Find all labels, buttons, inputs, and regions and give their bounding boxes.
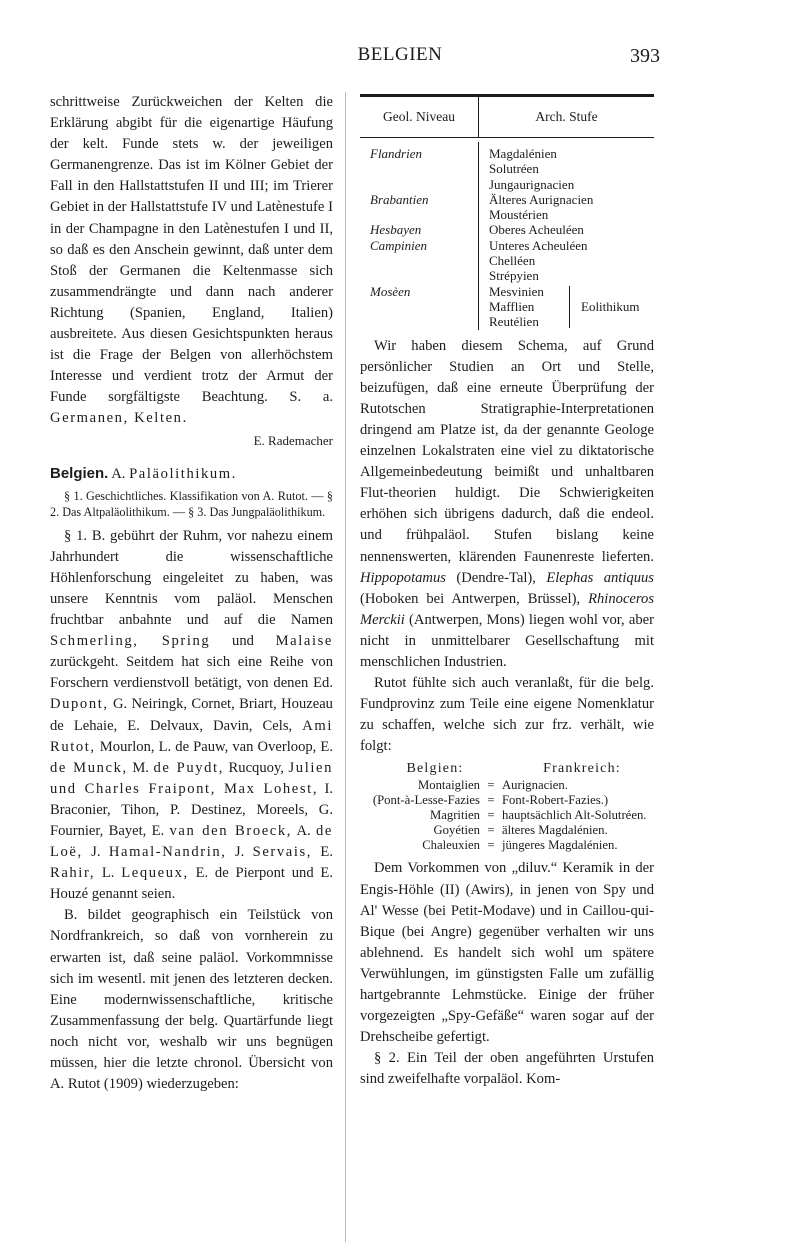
nomenclature-header: Belgien: Frankreich: (406, 761, 621, 777)
left-column (50, 92, 333, 1095)
geol-level: Flandrien (370, 146, 422, 161)
geol-level-column (360, 142, 479, 330)
column-divider (345, 92, 346, 1242)
page-number: 393 (630, 45, 660, 67)
arch-stage: Moustérien (489, 207, 549, 223)
paragraph-section-2: § 2. Ein Teil der oben angeführten Urstufen sind zweifelhafte vorpaläol. Kom- (360, 1050, 654, 1088)
section-heading (50, 463, 333, 485)
right-column (360, 92, 654, 1090)
paragraph-history: § 1. B. gebührt der Ruhm, vor nahezu einem Jahrhundert die wissenschaftliche Höhlenforschung eingeleitet zu haben, was unsere Kenntnis vom paläol. Menschen fruchtbar anbahnte und auf die Namen Schmerling, Spring und Malaise zurückgeht. Seitdem hat sich eine Reihe von Forschern verdienstvoll betätigt, von denen Ed. Dupont, G. Neiringk, Cornet, Briart, Houzeau de Lehaie, E. Delvaux, Davin, Cels, Ami Rutot, Mourlon, L. de Pauw, van Overloop, E. de Munck, M. de Puydt, Rucquoy, Julien und Charles Fraipont, Max Lohest, I. Braconier, Tihon, P. Destinez, Moreels, G. Fournier, Bayet, E. van den Broeck, A. de Loë, J. Hamal-Nandrin, J. Servais, E. Rahir, L. Lequeux, E. de Pierpont und E. Houzé genannt seien. (50, 527, 334, 903)
nomenclature-row: (Pont-à-Lesse-Fazies = Font-Robert-Fazies.) (372, 793, 609, 808)
geol-level (360, 253, 478, 268)
page-header (0, 44, 800, 70)
stratigraphy-table-header (360, 94, 654, 138)
author-signature: E. Rademacher (253, 432, 333, 448)
nomenclature-table (360, 761, 654, 853)
arch-stage: Unteres Acheuléen (489, 237, 588, 253)
nomenclature-row: Goyétien = älteres Magdalénien. (433, 823, 608, 838)
section-country: Belgien. (50, 464, 109, 482)
paragraph-schema: Wir haben diesem Schema, auf Grund persönlicher Studien an Ort und Stelle, beizufügen, daß eine erneute Überprüfung der Rutotschen Stratigraphie-Interpretationen dringend am Platze ist, da der genannte Geologe einzelnen Lokalstraten eine viel zu diktatorische Allgemeinbedeutung beimißt und unhaltbaren Flut-theorien huldigt. Die Schwierigkeiten erhöhen sich übrigens dadurch, daß die endeol. und frühpaläol. Stufen bislang keine nennenswerten, klärenden Faunenreste lieferten. Hippopotamus (Dendre-Tal), Elephas antiquus (Hoboken bei Antwerpen, Brüssel), Rhinoceros Merckii (Antwerpen, Mons) liegen wohl vor, aber nicht in unmittelbarer Gesellschaftung mit menschlichen Industrien. (360, 337, 655, 670)
header-geol-niveau: Geol. Niveau (360, 97, 479, 137)
section-contents: § 1. Geschichtliches. Klassifikation von A. Rutot. — § 2. Das Altpaläolithikum. — § 3. Das Jungpaläolithikum. (50, 488, 333, 519)
arch-stage: Älteres Aurignacien (489, 191, 594, 207)
geol-level (360, 177, 478, 192)
geol-level (360, 268, 478, 283)
arch-stage: Oberes Acheuléen (489, 222, 584, 238)
paragraph-nomenclature: Rutot fühlte sich auch veranlaßt, für die belg. Fundprovinz zum Teile eine eigene Nomenklatur zu schaffen, welche sich zur frz. verhält, wie folgt: (360, 675, 654, 755)
section-topic: Paläolithikum. (129, 465, 237, 482)
stratigraphy-table-body (360, 138, 654, 330)
arch-stage: Solutréen (489, 161, 539, 177)
arch-stage: Strépyien (489, 268, 539, 284)
arch-stage: Chelléen (489, 253, 536, 269)
running-title: BELGIEN (357, 44, 443, 65)
geol-level (360, 207, 478, 222)
arch-stage: Mesvinien (489, 283, 544, 299)
paragraph-keramik: Dem Vorkommen von „diluv.“ Keramik in der Engis-Höhle (II) (Awirs), in jenen von Spy und Al' Wesse (bei Petit-Modave) und in Caillou-qui-Bique (bei Angre) gegenüber verhalten wir uns ablehnend. Es handelt sich wohl um spätere Verwühlungen, im günstigsten Falle um zufällig hartgebrannte Lehmstücke. Einige der früher vorgezeigten „Spy-Gefäße“ waren sogar auf der Drehscheibe gefertigt. (360, 860, 654, 1046)
geol-level (360, 299, 478, 314)
brace-bracket (564, 286, 570, 328)
paragraph-geography: B. bildet geographisch ein Teilstück von Nordfrankreich, so daß von vornherein zu erwarten ist, daß seine paläol. Vorkommnisse sich im wesentl. mit jenen des letzteren decken. Eine modernwissenschaftliche, kritische Zusammenfassung der belg. Quartärfunde liegt noch nicht vor, weshalb wir uns begnügen müssen, hier die letzte chronol. Übersicht von A. Rutot (1909) wiederzugeben: (50, 907, 333, 1093)
eolith-label: Eolithikum (581, 298, 640, 314)
geol-level: Hesbayen (370, 222, 422, 238)
arch-stage: Reutélien (489, 314, 539, 330)
geol-level (360, 314, 478, 329)
nomenclature-row: Magritien = hauptsächlich Alt-Solutréen. (429, 808, 647, 823)
paragraph-kelten: schrittweise Zurückweichen der Kelten die Erklärung abgibt für die eigenartige Häufung der kelt. Funde stets w. der jeweiligen Germanengrenze. Das ist im Kölner Gebiet der Fall in den Hallstattstufen II und III; im Trierer Gebiet in der Hallstattstufe IV und Latènestufe I in der Champagne in den Latènestufen I und II, so daß es den Anschein gewinnt, daß unter dem Stoß der Germanen die Keltenmasse sich zusammendrängte und dann nach anderer Richtung (Spanien, England, Italien) ausbreitete. Aus diesen Gesichtspunkten heraus ist die Frage der Belgen von allerhöchstem Interesse und verdient trotz der Armut der Funde sorgfältigste Beachtung. S. a. Germanen, Kelten. (50, 94, 333, 427)
eolith-group (489, 284, 654, 330)
geol-level (360, 161, 478, 176)
stratigraphy-table (360, 94, 654, 330)
nomenclature-row: Chaleuxien = jüngeres Magdalénien. (422, 838, 618, 853)
geol-level: Brabantien (370, 191, 429, 207)
header-arch-stufe: Arch. Stufe (535, 109, 598, 125)
section-letter: A. (111, 465, 126, 482)
arch-stage: Jungaurignacien (489, 176, 575, 192)
geol-level: Campinien (370, 237, 428, 253)
arch-stage: Magdalénien (489, 146, 557, 161)
arch-stage: Mafflien (489, 298, 535, 314)
nomenclature-row: Montaiglien = Aurignacien. (417, 778, 568, 793)
arch-stage-column (479, 142, 654, 330)
geol-level: Mosèen (370, 283, 411, 299)
